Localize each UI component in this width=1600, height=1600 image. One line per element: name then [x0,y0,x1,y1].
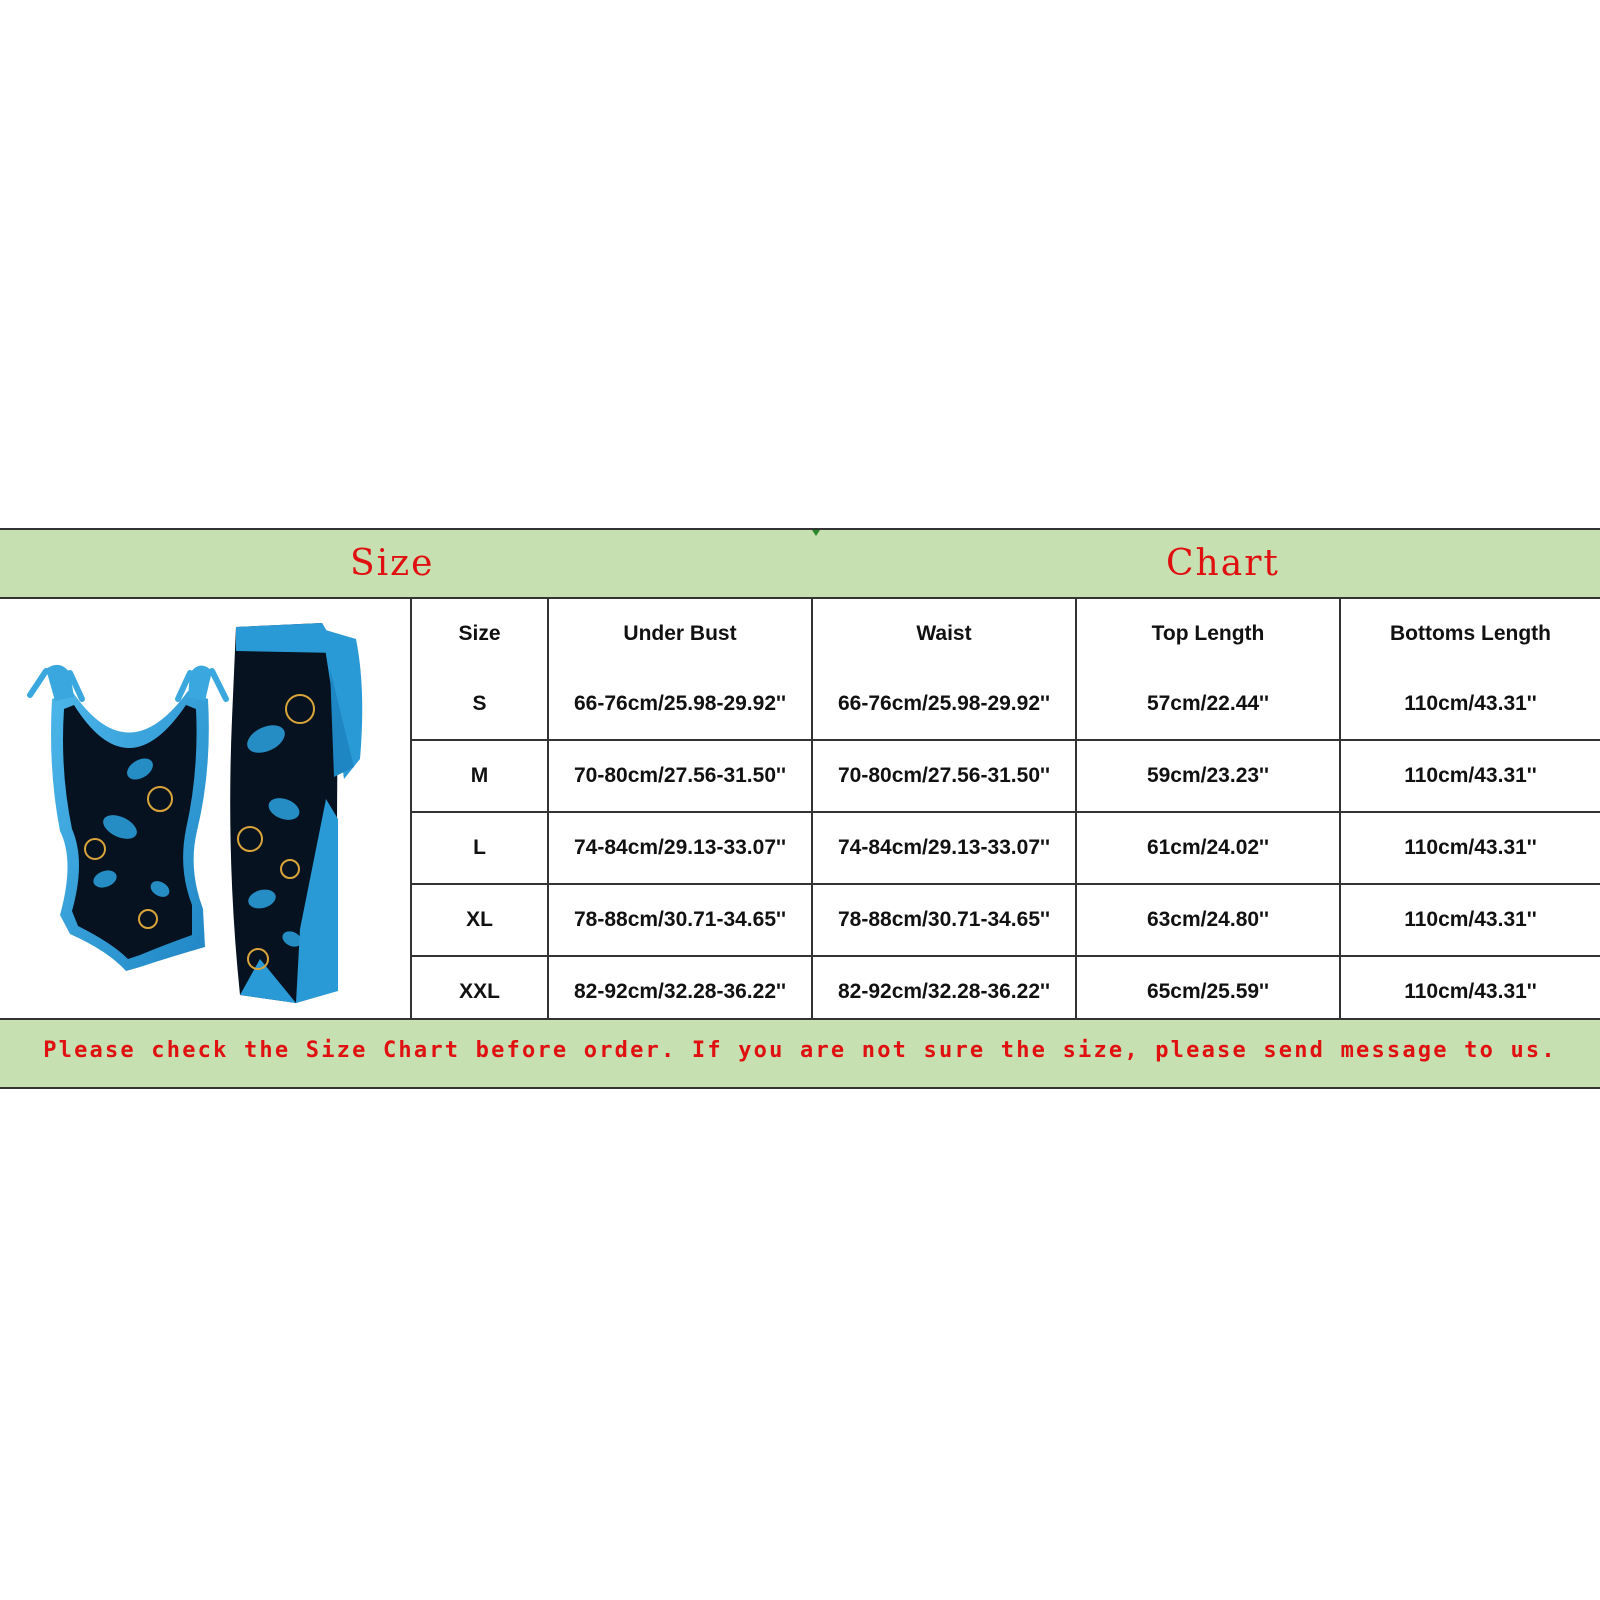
table-cell: 74-84cm/29.13-33.07'' [548,812,812,884]
table-cell: 70-80cm/27.56-31.50'' [812,740,1076,812]
table-cell: 74-84cm/29.13-33.07'' [812,812,1076,884]
table-cell: 70-80cm/27.56-31.50'' [548,740,812,812]
table-cell: 63cm/24.80'' [1076,884,1340,956]
column-header: Bottoms Length [1340,599,1600,669]
table-row [412,812,1600,884]
table-row [412,669,1600,740]
header-title-right: Chart [1166,543,1280,584]
table-cell: 110cm/43.31'' [1340,812,1600,884]
table-cell: S [412,669,548,740]
table-cell: 110cm/43.31'' [1340,956,1600,1027]
table-row [412,956,1600,1027]
table-cell: 110cm/43.31'' [1340,669,1600,740]
swimsuit-one-piece [30,665,226,971]
table-header-row [412,599,1600,669]
footer-banner [0,1018,1600,1089]
table-cell: M [412,740,548,812]
table-row [412,884,1600,956]
table-cell: XXL [412,956,548,1027]
table-cell: 82-92cm/32.28-36.22'' [812,956,1076,1027]
banner-notch [812,530,820,536]
column-header: Top Length [1076,599,1340,669]
table-cell: 78-88cm/30.71-34.65'' [812,884,1076,956]
column-header: Waist [812,599,1076,669]
product-image [0,599,412,1018]
table-cell: 61cm/24.02'' [1076,812,1340,884]
table-cell: 66-76cm/25.98-29.92'' [812,669,1076,740]
column-header: Under Bust [548,599,812,669]
header-banner [0,528,1600,599]
sarong-skirt [230,623,362,1003]
table-cell: 110cm/43.31'' [1340,740,1600,812]
table-cell: 82-92cm/32.28-36.22'' [548,956,812,1027]
table-cell: 65cm/25.59'' [1076,956,1340,1027]
column-header: Size [412,599,548,669]
table-cell: 110cm/43.31'' [1340,884,1600,956]
table-cell: L [412,812,548,884]
table-row [412,740,1600,812]
table-cell: 66-76cm/25.98-29.92'' [548,669,812,740]
header-title-left: Size [350,543,435,584]
swimsuit-illustration [0,599,410,1018]
table-cell: 59cm/23.23'' [1076,740,1340,812]
size-table [412,599,1600,1027]
size-chart [0,528,1600,1089]
table-cell: XL [412,884,548,956]
table-cell: 78-88cm/30.71-34.65'' [548,884,812,956]
footer-notice: Please check the Size Chart before order. If you are not sure the size, please send message to us. [43,1038,1557,1063]
table-cell: 57cm/22.44'' [1076,669,1340,740]
